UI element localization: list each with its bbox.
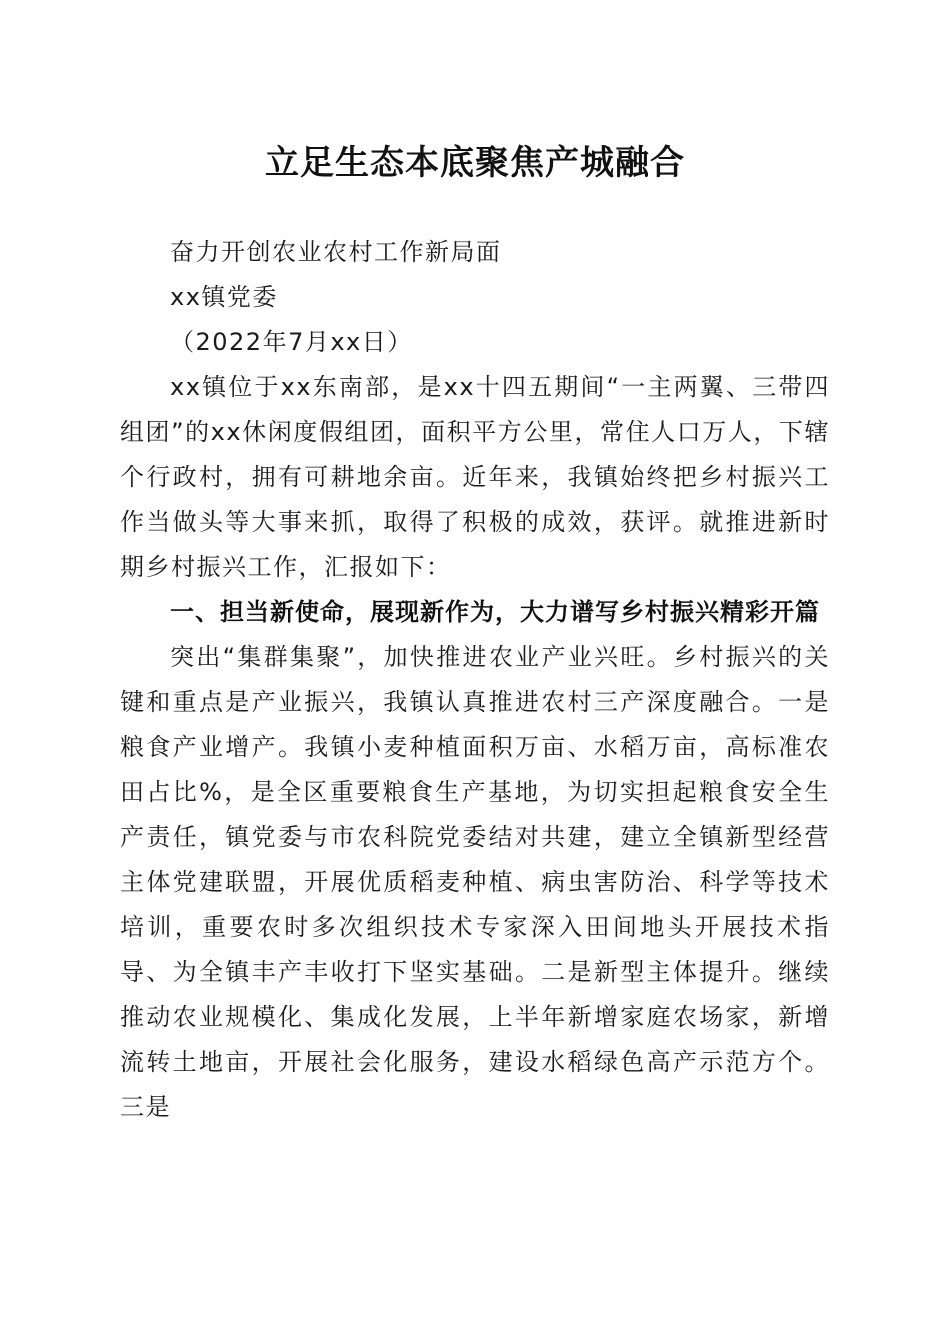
- section-heading: 一、担当新使命，展现新作为，大力谱写乡村振兴精彩开篇: [170, 598, 820, 626]
- section-paragraph: 突出“集群集聚”，加快推进农业产业兴旺。乡村振兴的关键和重点是产业振兴，我镇认真推进农村三产深度融合。一是粮食产业增产。我镇小麦种植面积万亩、水稻万亩，高标准农田占比%，是全区重要粮食生产基地，为切实担起粮食安全生产责任，镇党委与市农科院党委结对共建，建立全镇新型经营主体党建联盟，开展优质稻麦种植、病虫害防治、科学等技术培训，重要农时多次组织技术专家深入田间地头开展技术指导、为全镇丰产丰收打下坚实基础。二是新型主体提升。继续推动农业规模化、集成化发展，上半年新增家庭农场家，新增流转土地亩，开展社会化服务，建设水稻绿色高产示范方个。三是: [120, 643, 830, 1121]
- document-author: xx镇党委: [170, 283, 278, 311]
- document-subtitle: 奋力开创农业农村工作新局面: [170, 238, 502, 266]
- document-body: [120, 230, 830, 1130]
- document-date: （2022年7月xx日）: [170, 328, 413, 356]
- intro-paragraph: xx镇位于xx东南部，是xx十四五期间“一主两翼、三带四组团”的xx休闲度假组团，面积平方公里，常住人口万人，下辖个行政村，拥有可耕地余亩。近年来，我镇始终把乡村振兴工作当做头等大事来抓，取得了积极的成效，获评。就推进新时期乡村振兴工作，汇报如下：: [120, 373, 830, 581]
- document-title: 立足生态本底聚焦产城融合: [265, 143, 685, 183]
